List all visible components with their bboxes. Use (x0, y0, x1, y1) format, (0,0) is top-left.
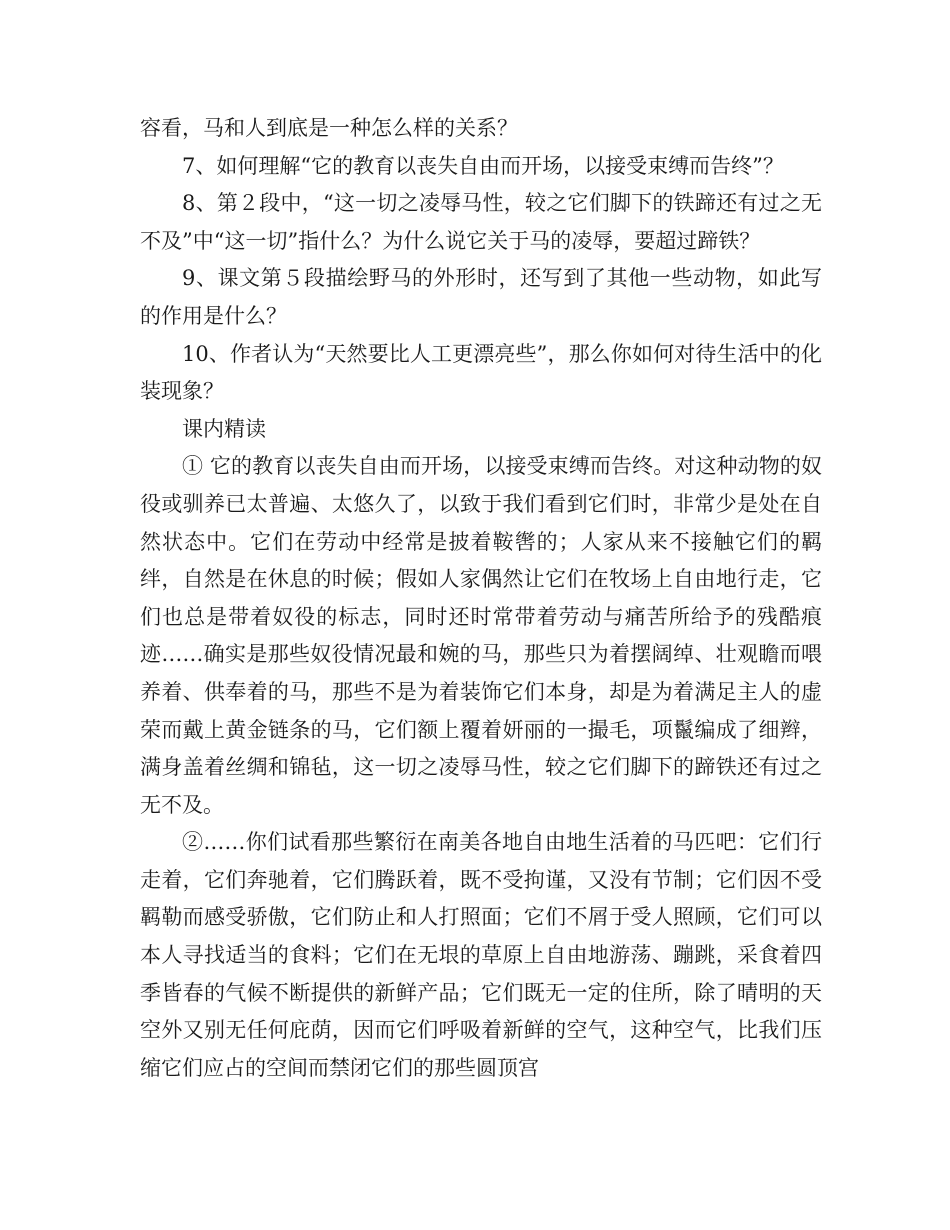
document-body (140, 110, 822, 1087)
section-heading: 课内精读 (182, 416, 266, 441)
reading-paragraph-2: ②……你们试看那些繁衍在南美各地自由地生活着的马匹吧：它们行走着，它们奔驰着，它们腾跃着，既不受拘谨，又没有节制；它们因不受羁勒而感受骄傲，它们防止和人打照面；它们不屑于受人照顾，它们可以本人寻找适当的食料；它们在无垠的草原上自由地游荡、蹦跳，采食着四季皆春的气候不断提供的新鲜产品；它们既无一定的住所，除了晴明的天空外又别无任何庇荫，因而它们呼吸着新鲜的空气，这种空气，比我们压缩它们应占的空间而禁闭它们的那些圆顶宫 (140, 830, 822, 1080)
paragraph-continuation: 容看，马和人到底是一种怎么样的关系？ (140, 116, 518, 140)
question-7: 7、如何理解“它的教育以丧失自由而开场，以接受束缚而告终”？ (182, 153, 784, 178)
reading-paragraph-1: ① 它的教育以丧失自由而开场，以接受束缚而告终。对这种动物的奴役或驯养已太普遍、太悠久了，以致于我们看到它们时，非常少是处在自然状态中。它们在劳动中经常是披着鞍辔的；人家从来不接触它们的羁绊，自然是在休息的时候；假如人家偶然让它们在牧场上自由地行走，它们也总是带着奴役的标志，同时还时常带着劳动与痛苦所给予的残酷痕迹……确实是那些奴役情况最和婉的马，那些只为着摆阔绰、壮观瞻而喂养着、供奉着的马，那些不是为着装饰它们本身，却是为着满足主人的虚荣而戴上黄金链条的马，它们额上覆着妍丽的一撮毛，项鬣编成了细辫，满身盖着丝绸和锦毡，这一切之凌辱马性，较之它们脚下的蹄铁还有过之无不及。 (140, 454, 822, 817)
question-8: 8、第２段中，“这一切之凌辱马性，较之它们脚下的铁蹄还有过之无不及”中“这一切”指什么？为什么说它关于马的凌辱，要超过蹄铁？ (140, 191, 822, 253)
question-10: 10、作者认为“天然要比人工更漂亮些”，那么你如何对待生活中的化装现象？ (140, 341, 822, 404)
question-9: 9、课文第５段描绘野马的外形时，还写到了其他一些动物，如此写的作用是什么？ (140, 266, 822, 328)
